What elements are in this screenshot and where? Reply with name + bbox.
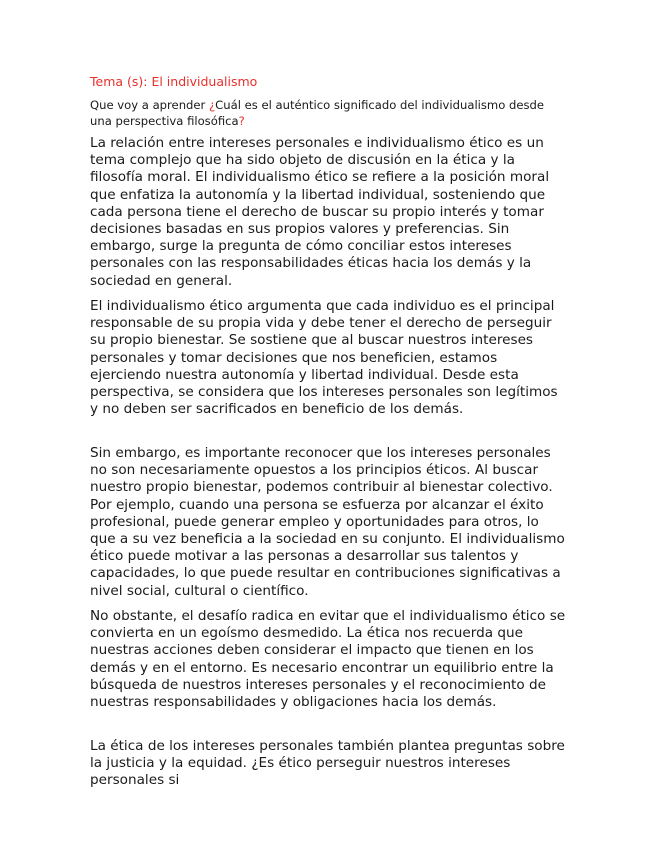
topic-heading: Tema (s): El individualismo (90, 74, 258, 89)
learning-objective (90, 98, 565, 129)
objective-question-close: ? (238, 113, 245, 128)
objective-question: Cuál es el auténtico significado del individualismo desde una perspectiva filosófica (90, 98, 545, 128)
paragraph-1: La relación entre intereses personales e individualismo ético es un tema complejo que ha sido objeto de discusión en la ética y la filosofía moral. El individualismo ético se refiere a la posición moral que enfatiza la autonomía y la libertad individual, sosteniendo que cada persona tiene el derecho de buscar su propio interés y tomar decisiones basadas en sus propios valores y preferencias. Sin embargo, surge la pregunta de cómo conciliar estos intereses personales con las responsabilidades éticas hacia los demás y la sociedad en general. (90, 135, 550, 289)
paragraph-5: La ética de los intereses personales también plantea preguntas sobre la justicia y la equidad. ¿Es ético perseguir nuestros intereses personales si (90, 738, 565, 789)
paragraph-3: Sin embargo, es importante reconocer que los intereses personales no son necesariamente opuestos a los principios éticos. Al buscar nuestro propio bienestar, podemos contribuir al bienestar colectivo. Por ejemplo, cuando una persona se esfuerza por alcanzar el éxito profesional, puede generar empleo y oportunidades para otros, lo que a su vez beneficia a la sociedad en su conjunto. El individualismo ético puede motivar a las personas a desarrollar sus talentos y capacidades, lo que puede resultar en contribuciones significativas a nivel social, cultural o científico. (90, 445, 565, 599)
objective-prefix: Que voy a aprender (90, 98, 209, 112)
paragraph-4: No obstante, el desafío radica en evitar que el individualismo ético se convierta en un egoísmo desmedido. La ética nos recuerda que nuestras acciones deben considerar el impacto que tienen en los demás y en el entorno. Es necesario encontrar un equilibrio entre la búsqueda de nuestros intereses personales y el reconocimiento de nuestras responsabilidades y obligaciones hacia los demás. (90, 608, 566, 711)
paragraph-2: El individualismo ético argumenta que cada individuo es el principal responsable de su propia vida y debe tener el derecho de perseguir su propio bienestar. Se sostiene que al buscar nuestros intereses personales y tomar decisiones que nos beneficien, estamos ejerciendo nuestra autonomía y libertad individual. Desde esta perspectiva, se considera que los intereses personales son legítimos y no deben ser sacrificados en beneficio de los demás. (90, 298, 558, 418)
objective-question-open: ¿ (208, 98, 216, 112)
